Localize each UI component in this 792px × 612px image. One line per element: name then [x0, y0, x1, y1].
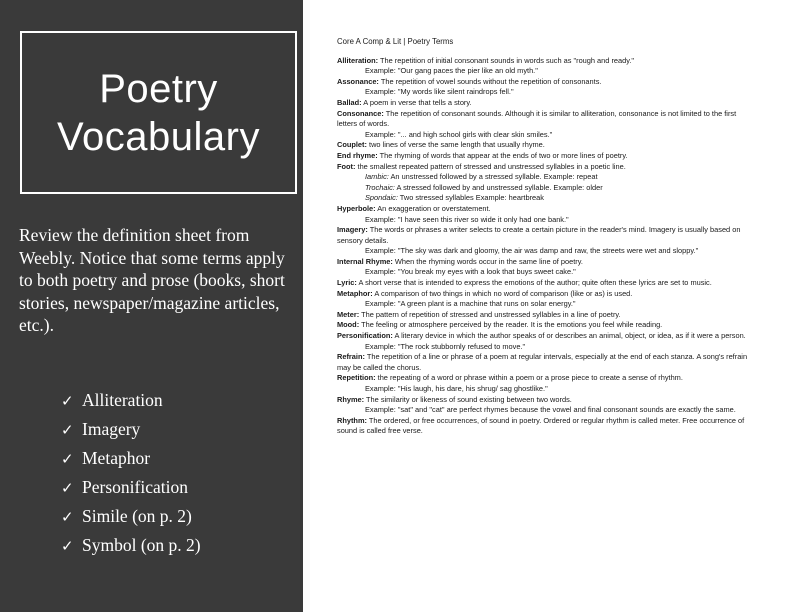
term-name: Rhythm:: [337, 415, 367, 425]
term-name: Personification:: [337, 331, 393, 341]
slide-title-box: [20, 31, 297, 194]
term-definition: Two stressed syllables Example: heartbreak: [397, 193, 544, 203]
term-label: Metaphor: [82, 448, 151, 468]
definition-example: Example: "A green plant is a machine that runs on solar energy.": [365, 299, 576, 309]
checkmark-icon: ✓: [61, 394, 74, 410]
definition-iambic: [337, 172, 757, 183]
definition-example: Example: "The sky was dark and gloomy, the air was damp and raw, the streets were wet and sloppy.": [365, 246, 699, 256]
term-definition: The pattern of repetition of stressed and unstressed syllables in a line of poetry.: [359, 309, 621, 319]
term-definition: The repetition of a line or phrase of a poem at regular intervals, especially at the end of each stanza. A song's refrain may be called the chorus.: [337, 352, 748, 372]
term-name: Refrain:: [337, 352, 365, 362]
list-item: [61, 387, 296, 416]
list-item: [61, 474, 296, 503]
term-label: Simile (on p. 2): [82, 506, 192, 526]
term-name: Meter:: [337, 309, 360, 319]
term-name: Consonance:: [337, 108, 384, 118]
sheet-header: Core A Comp & Lit | Poetry Terms: [337, 37, 454, 46]
term-label: Symbol (on p. 2): [82, 535, 201, 555]
term-name: Spondaic:: [365, 193, 398, 203]
term-definition: A literary device in which the author speaks of or describes an animal, object, or idea, as if it were a person.: [392, 331, 746, 341]
term-name: Rhyme:: [337, 394, 365, 404]
vocabulary-term-list: [61, 387, 296, 561]
term-definition: A short verse that is intended to express the emotions of the author; quite often these lyrics are set to music.: [356, 278, 712, 288]
term-name: Hyperbole:: [337, 203, 376, 213]
definition-repetition: [337, 373, 757, 384]
term-definition: The repetition of initial consonant sounds in words such as "rough and ready.": [378, 55, 635, 65]
definition-example: Example: "Our gang paces the pier like an old myth.": [365, 66, 538, 76]
definition-example: Example: "His laugh, his dare, his shrug/ sag ghostlike.": [365, 384, 548, 393]
checkmark-icon: ✓: [61, 510, 74, 526]
list-item: [61, 532, 296, 561]
term-name: Trochaic:: [365, 182, 395, 192]
term-definition: the smallest repeated pattern of stressed and unstressed syllables in a poetic line.: [355, 161, 626, 171]
definition-assonance: [337, 77, 757, 88]
term-name: Repetition:: [337, 373, 376, 383]
term-definition: two lines of verse the same length that usually rhyme.: [366, 140, 545, 150]
term-name: Ballad:: [337, 97, 362, 107]
slide-title-line-2: Vocabulary: [57, 114, 260, 159]
term-label: Alliteration: [82, 390, 163, 410]
term-definition: The ordered, or free occurrences, of sound in poetry. Ordered or regular rhythm is called meter. Free occurrence of sound is called free verse.: [337, 415, 745, 436]
definition-example: Example: "I have seen this river so wide it only had one bank.": [365, 214, 569, 224]
definition-alliteration: [337, 56, 757, 67]
term-name: Foot:: [337, 161, 356, 171]
definition-spondaic: [337, 193, 757, 204]
list-item: [61, 503, 296, 532]
definition-imagery: [337, 225, 757, 246]
term-name: Internal Rhyme:: [337, 256, 393, 266]
term-definition: An unstressed followed by a stressed syllable. Example: repeat: [388, 172, 598, 182]
checkmark-icon: ✓: [61, 481, 74, 497]
term-name: Imagery:: [337, 225, 368, 235]
definition-example: Example: "You break my eyes with a look that buys sweet cake.": [365, 267, 576, 277]
term-definition: A poem in verse that tells a story.: [361, 97, 472, 107]
term-label: Imagery: [82, 419, 141, 439]
definition-end-rhyme: [337, 151, 757, 162]
term-name: Mood:: [337, 320, 360, 330]
definition-hyperbole: [337, 204, 757, 215]
term-name: Couplet:: [337, 140, 367, 150]
definition-consonance: [337, 109, 757, 130]
term-name: Iambic:: [365, 172, 389, 182]
term-definition: The similarity or likeness of sound existing between two words.: [364, 394, 572, 404]
poetry-terms-document: [337, 37, 757, 437]
slide-left-panel: [0, 0, 303, 612]
slide-intro-text: Review the definition sheet from Weebly. Notice that some terms apply to both poetry and prose (books, short stories, newspaper/magazine articles, etc.).: [19, 225, 285, 335]
definition-example: Example: "sat" and "cat" are perfect rhymes because the vowel and final consonant sounds are exactly the same.: [365, 405, 736, 415]
checkmark-icon: ✓: [61, 423, 74, 439]
term-definition: The repetition of vowel sounds without the repetition of consonants.: [378, 76, 602, 86]
checkmark-icon: ✓: [61, 539, 74, 555]
definition-trochaic: [337, 183, 757, 194]
term-name: Alliteration:: [337, 55, 379, 65]
definition-example: Example: "The rock stubbornly refused to move.": [365, 341, 526, 351]
definition-refrain: [337, 352, 757, 373]
definition-personification: [337, 331, 757, 342]
term-name: End rhyme:: [337, 150, 378, 160]
definition-ballad: [337, 98, 757, 109]
list-item: [61, 416, 296, 445]
term-label: Personification: [82, 477, 188, 497]
definition-mood: [337, 320, 757, 331]
definition-rhythm: [337, 416, 757, 437]
term-definition: The feeling or atmosphere perceived by the reader. It is the emotions you feel while reading.: [359, 320, 663, 330]
definition-internal-rhyme: [337, 257, 757, 268]
term-definition: A comparison of two things in which no word of comparison (like or as) is used.: [372, 288, 633, 298]
term-name: Lyric:: [337, 278, 357, 288]
definition-metaphor: [337, 289, 757, 300]
definition-rhyme: [337, 395, 757, 406]
definition-lyric: [337, 278, 757, 289]
definition-couplet: [337, 140, 757, 151]
term-definition: A stressed followed by and unstressed syllable. Example: older: [394, 182, 603, 192]
term-name: Metaphor:: [337, 288, 373, 298]
list-item: [61, 445, 296, 474]
term-definition: The words or phrases a writer selects to create a certain picture in the reader's mind. Imagery is usually based on sensory details.: [337, 225, 741, 245]
term-name: Assonance:: [337, 76, 379, 86]
definition-example: Example: "My words like silent raindrops fell.": [365, 87, 514, 97]
checkmark-icon: ✓: [61, 452, 74, 468]
slide-title-line-1: Poetry: [99, 66, 218, 111]
term-definition: An exaggeration or overstatement.: [375, 203, 491, 213]
term-definition: the repeating of a word or phrase within a poem or a prose piece to create a sense of rhythm.: [375, 373, 683, 383]
definition-example: Example: "... and high school girls with clear skin smiles.": [365, 129, 553, 139]
definition-meter: [337, 310, 757, 321]
definition-foot: [337, 162, 757, 173]
term-definition: When the rhyming words occur in the same line of poetry.: [392, 256, 583, 266]
definition-sheet-image: [303, 0, 792, 612]
term-definition: The rhyming of words that appear at the ends of two or more lines of poetry.: [377, 150, 628, 160]
term-definition: The repetition of consonant sounds. Although it is similar to alliteration, consonance is not limited to the first letters of words.: [337, 108, 737, 129]
